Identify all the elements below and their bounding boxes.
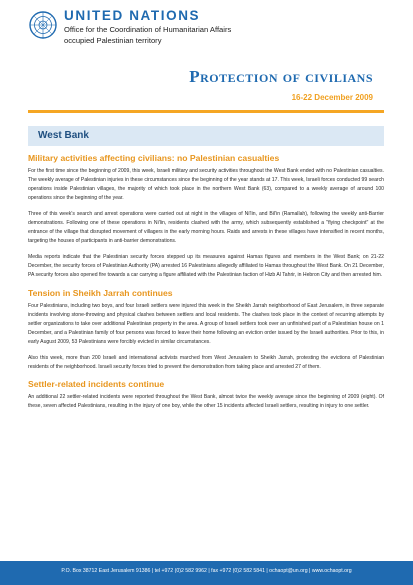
- report-date: 16-22 December 2009: [291, 93, 373, 102]
- footer: [0, 561, 413, 585]
- paragraph: Also this week, more than 200 Israeli and international activists marched from West Jerusalem to Sheikh Jarrah, protesting the evictions of Palestinian residents of the neighborhood. Israeli security forces tried to prevent the demonstration from taking place and arrested 27 of them.: [28, 354, 384, 370]
- subheading-settler-incidents: Settler-related incidents continue: [28, 378, 165, 389]
- org-region: occupied Palestinian territory: [64, 36, 162, 45]
- section-heading-band: [28, 126, 384, 146]
- paragraph: An additional 22 settler-related incidents were reported throughout the West Bank, almost twice the weekly average since the beginning of 2009 (eight). Of these, seven affected Palestinians, resulting in the injury of one boy, while the other 15 incidents affected Israeli settlers, resulting in injury to one settler.: [28, 393, 384, 409]
- org-name: UNITED NATIONS: [64, 8, 201, 23]
- title-divider: [28, 110, 384, 113]
- un-emblem-icon: [28, 10, 58, 40]
- section-heading: West Bank: [38, 130, 89, 141]
- footer-contact: P.O. Box 38712 East Jerusalem 91386 | tel +972 (0)2 582 9962 | fax +972 (0)2 582 5841 | ochaopt@un.org | www.ochaopt.org: [61, 568, 352, 574]
- paragraph: For the first time since the beginning of 2009, this week, Israeli military and security activities throughout the West Bank ended with no Palestinian casualties. The weekly average of Palestinian injuries in these circumstances since the beginning of the year stands at 17. This week, Israeli forces conducted 99 search operations inside Palestinian villages, the majority of which took place in the northern West Bank (63), compared to a weekly average of around 100 operations since the beginning of the year.: [28, 168, 384, 202]
- org-subtitle: Office for the Coordination of Humanitarian Affairs: [64, 25, 232, 34]
- paragraph: Media reports indicate that the Palestinian security forces stepped up its measures against Hamas figures and members in the West Bank; on 21-22 December, the security forces of Palestinian Authority (PA) arrested 16 Palestinians allegedly affiliated to Hamas throughout the West Bank. On 21 December, PA security forces also opened fire towards a car carrying a figure affiliated with the Palestinian faction of Hizb Al Tahrir, in Hebron City and then arrested him.: [28, 254, 384, 279]
- article-body: [28, 153, 384, 418]
- paragraph: Four Palestinians, including two boys, and four Israeli settlers were injured this week in the Sheikh Jarrah neighborhood of East Jerusalem, in three separate incidents involving stone-throwing and physical clashes between settlers and local residents. The clashes took place in the context of recurring attempts by settler organizations to take over additional Palestinian property in the area. A group of Israeli settlers took over an unfinished part of a Palestinian house on 1 December, and a Palestinian family of four persons was forced to leave their home following an eviction order issued by the Israeli authorities. Prior to this, in early August 2009, 53 Palestinians were forcibly evicted in similar circumstances.: [28, 302, 384, 345]
- subheading-sheikh-jarrah: Tension in Sheikh Jarrah continues: [28, 287, 173, 298]
- report-title: Protection of civilians: [189, 67, 373, 86]
- subheading-military-activities: Military activities affecting civilians: no Palestinian casualties: [28, 153, 280, 163]
- paragraph: Three of this week's search and arrest operations were carried out at night in the villages of Ni'lin, and Bil'in (Ramallah), following the weekly anti-Barrier demonstrations. Following one of these operations in Ni'lin, residents clashed with the army, which subsequently established a "flying checkpoint" at the entrance of the village that disrupted movement of villagers in the early morning hours. Raids and arrests in these villages have intensified in recent months, targeting the houses of participants in anti-barrier demonstrations.: [28, 211, 384, 245]
